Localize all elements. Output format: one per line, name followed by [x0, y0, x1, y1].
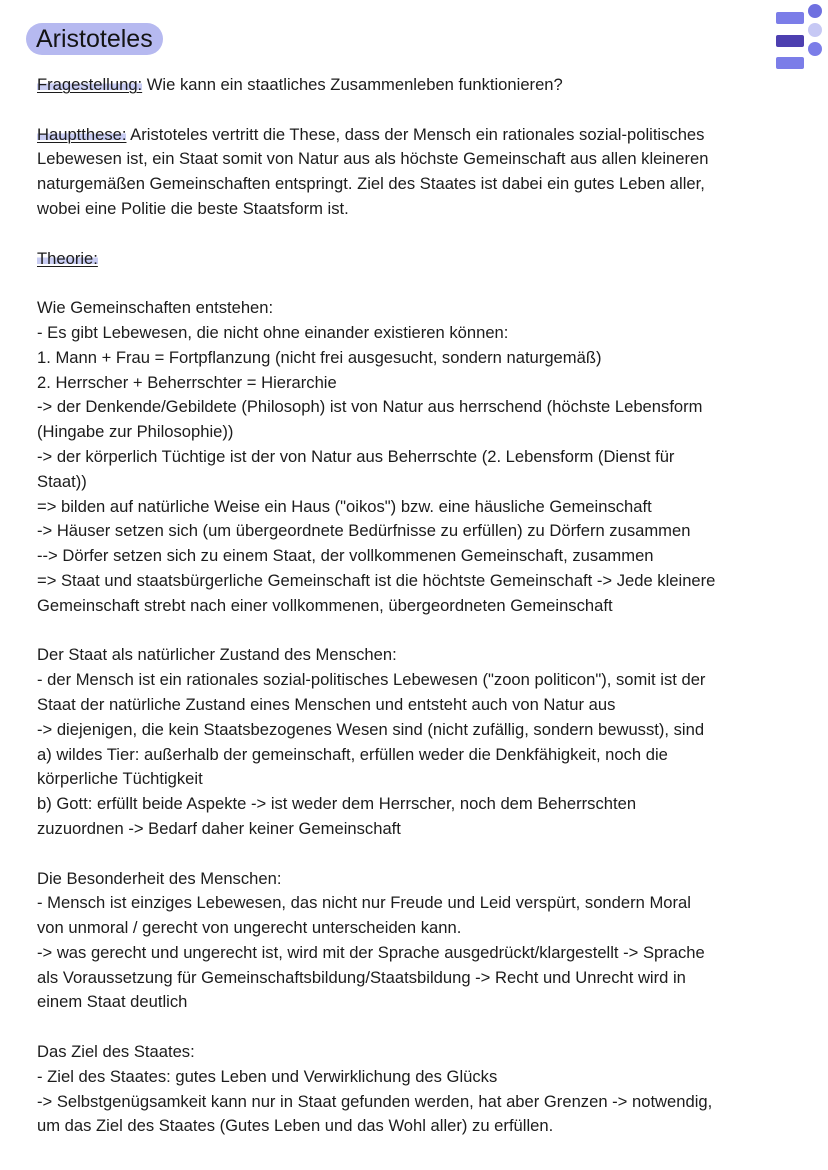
text-line: b) Gott: erfüllt beide Aspekte -> ist weder dem Herrscher, noch dem Beherrschten — [37, 794, 637, 814]
text-line: einem Staat deutlich — [37, 992, 188, 1012]
thesis-line: Lebewesen ist, ein Staat somit von Natur aus als höchste Gemeinschaft aus allen kleineren — [37, 149, 709, 169]
text-line: - Mensch ist einziges Lebewesen, das nicht nur Freude und Leid verspürt, sondern Moral — [37, 893, 691, 913]
text-line: als Voraussetzung für Gemeinschaftsbildung/Staatsbildung -> Recht und Unrecht wird in — [37, 967, 686, 987]
text-line: => Staat und staatsbürgerliche Gemeinschaft ist die höchtste Gemeinschaft -> Jede kleinere — [37, 570, 716, 590]
text-line: (Hingabe zur Philosophie)) — [37, 422, 234, 442]
thesis-text: Aristoteles vertritt die These, dass der Mensch ein rationales sozial-politisches — [126, 124, 705, 144]
text-line: Staat der natürliche Zustand eines Menschen und entsteht auch von Natur aus — [37, 694, 616, 714]
text-line: 1. Mann + Frau = Fortpflanzung (nicht frei ausgesucht, sondern naturgemäß) — [37, 347, 602, 367]
text-line: Staat)) — [37, 471, 87, 491]
text-line: -> der Denkende/Gebildete (Philosoph) ist von Natur aus herrschend (höchste Lebensform — [37, 397, 703, 417]
text-line: --> Dörfer setzen sich zu einem Staat, der vollkommenen Gemeinschaft, zusammen — [37, 546, 654, 566]
text-line: von unmoral / gerecht von ungerecht unterscheiden kann. — [37, 918, 462, 938]
text-line: Gemeinschaft strebt nach einer vollkommenen, übergeordneten Gemeinschaft — [37, 595, 613, 615]
text-line: -> diejenigen, die kein Staatsbezogenes Wesen sind (nicht zufällig, sondern bewusst), sind — [37, 719, 705, 739]
text-line: - Es gibt Lebewesen, die nicht ohne einander existieren können: — [37, 322, 509, 342]
section-heading: Die Besonderheit des Menschen: — [37, 868, 282, 888]
text-line: - Ziel des Staates: gutes Leben und Verwirklichung des Glücks — [37, 1066, 498, 1086]
theory-label: Theorie: — [37, 248, 98, 268]
question-line — [37, 73, 807, 98]
question-text: Wie kann ein staatliches Zusammenleben funktionieren? — [142, 75, 563, 94]
text-line: 2. Herrscher + Beherrschter = Hierarchie — [37, 372, 337, 392]
question-label: Fragestellung: — [37, 75, 143, 94]
text-line: -> der körperlich Tüchtige ist der von Natur aus Beherrschte (2. Lebensform (Dienst für — [37, 446, 675, 466]
thesis-line: naturgemäßen Gemeinschaften entspringt. Ziel des Staates ist dabei ein gutes Leben aller, — [37, 174, 705, 194]
thesis-label: Hauptthese: — [37, 124, 127, 144]
text-line: zuzuordnen -> Bedarf daher keiner Gemeinschaft — [37, 818, 401, 838]
page-title: Aristoteles — [26, 23, 163, 55]
section-heading: Der Staat als natürlicher Zustand des Menschen: — [37, 645, 397, 665]
text-line: - der Mensch ist ein rationales sozial-politisches Lebewesen ("zoon politicon"), somit ist der — [37, 670, 706, 690]
theory-line — [37, 247, 807, 272]
text-line: -> Häuser setzen sich (um übergeordnete Bedürfnisse zu erfüllen) zu Dörfern zusammen — [37, 521, 691, 541]
text-line: um das Ziel des Staates (Gutes Leben und das Wohl aller) zu erfüllen. — [37, 1116, 554, 1136]
text-line: => bilden auf natürliche Weise ein Haus ("oikos") bzw. eine häusliche Gemeinschaft — [37, 496, 652, 516]
text-line: a) wildes Tier: außerhalb der gemeinschaft, erfüllen weder die Denkfähigkeit, noch die — [37, 744, 668, 764]
thesis-line — [37, 123, 807, 148]
text-line: körperliche Tüchtigkeit — [37, 769, 203, 789]
thesis-line: wobei eine Politie die beste Staatsform ist. — [37, 198, 349, 218]
text-line: -> was gerecht und ungerecht ist, wird mit der Sprache ausgedrückt/klargestellt -> Sprache — [37, 942, 705, 962]
text-line: -> Selbstgenügsamkeit kann nur in Staat gefunden werden, hat aber Grenzen -> notwendig, — [37, 1091, 713, 1111]
list-icon — [770, 2, 828, 72]
section-heading: Das Ziel des Staates: — [37, 1042, 195, 1062]
document-body — [37, 73, 807, 1139]
section-heading: Wie Gemeinschaften entstehen: — [37, 298, 274, 318]
